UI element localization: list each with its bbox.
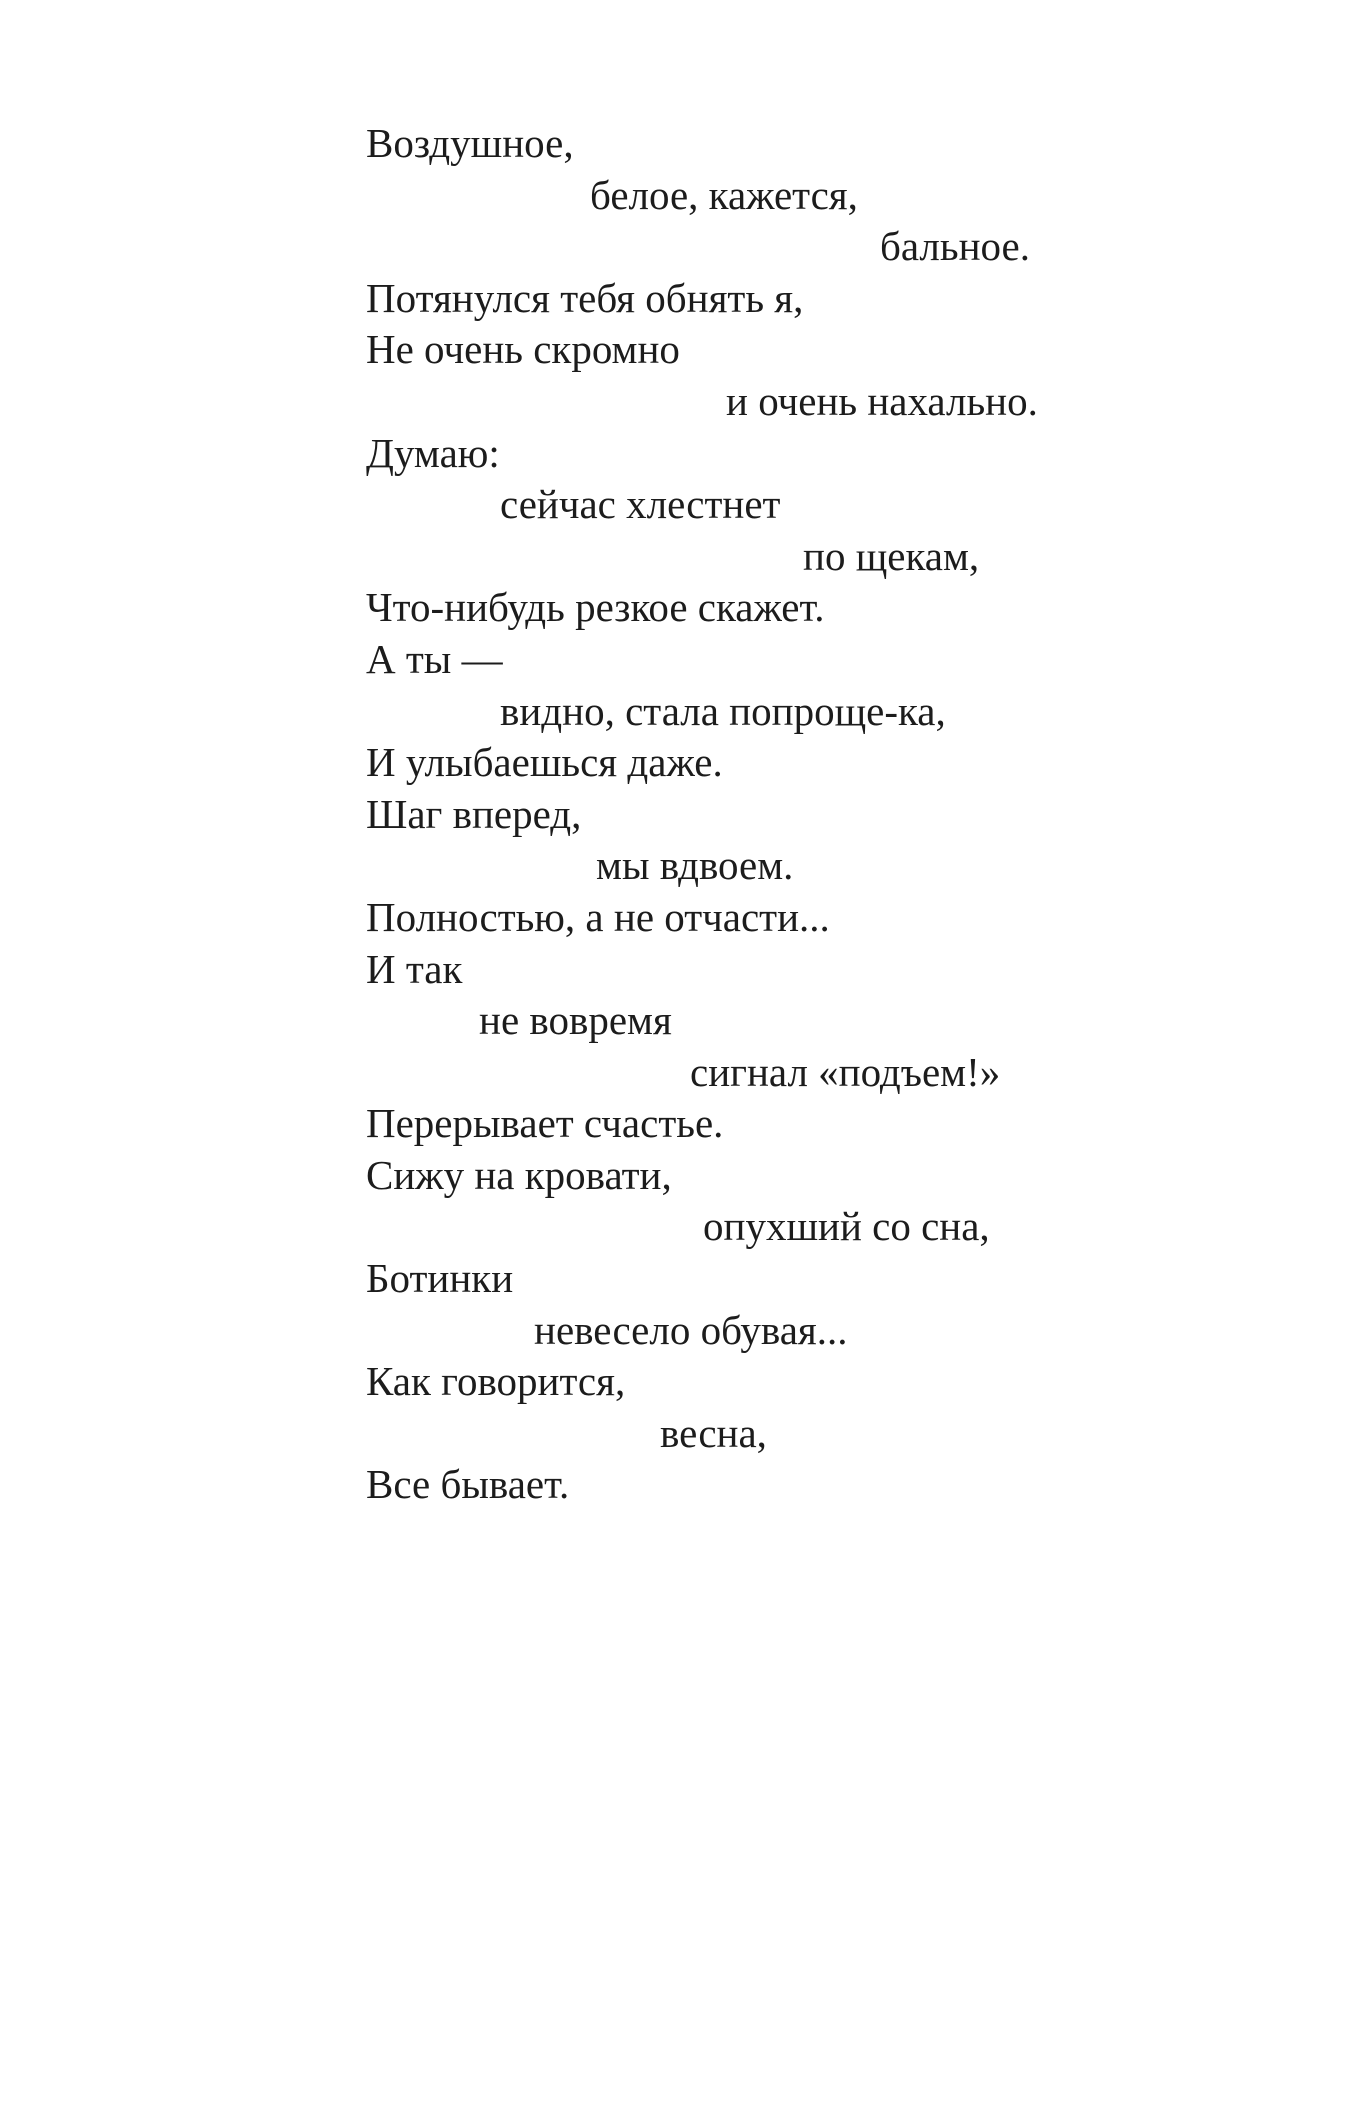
poem-line: по щекам, [803,532,980,579]
poem-line: не вовремя [479,997,672,1044]
poem-line: Перерывает счастье. [366,1100,724,1147]
poem-line: Сижу на кровати, [366,1151,672,1198]
poem-line: бальное. [880,223,1030,270]
poem-line: И так [366,945,463,992]
poem-line: Полностью, а не отчасти... [366,893,830,940]
poem-line: опухший со сна, [703,1203,990,1250]
poem-line: Потянулся тебя обнять я, [366,274,804,321]
poem-line: сейчас хлестнет [500,481,781,528]
poem-line: Думаю: [366,429,500,476]
poem-line: и очень нахально. [726,377,1038,424]
poem-line: весна, [660,1409,767,1456]
poem-line: невесело обувая... [534,1306,848,1353]
poem-line: Воздушное, [366,120,574,166]
poem-line: Шаг вперед, [366,790,582,837]
poem-line: А ты — [366,635,503,682]
poem-text [0,118,1358,1511]
poem-line: видно, стала попроще-ка, [500,687,946,734]
poem-line: сигнал «подъем!» [690,1048,1001,1095]
poem-line: Как говорится, [366,1358,626,1405]
poem-line: мы вдвоем. [596,842,794,889]
poem-line: Ботинки [366,1255,514,1302]
poem-line: И улыбаешься даже. [366,739,723,786]
poem-line: Не очень скромно [366,326,680,373]
poem-line: белое, кажется, [590,171,858,218]
poem-line: Все бывает. [366,1461,570,1508]
poem-line: Что-нибудь резкое скажет. [366,584,825,631]
